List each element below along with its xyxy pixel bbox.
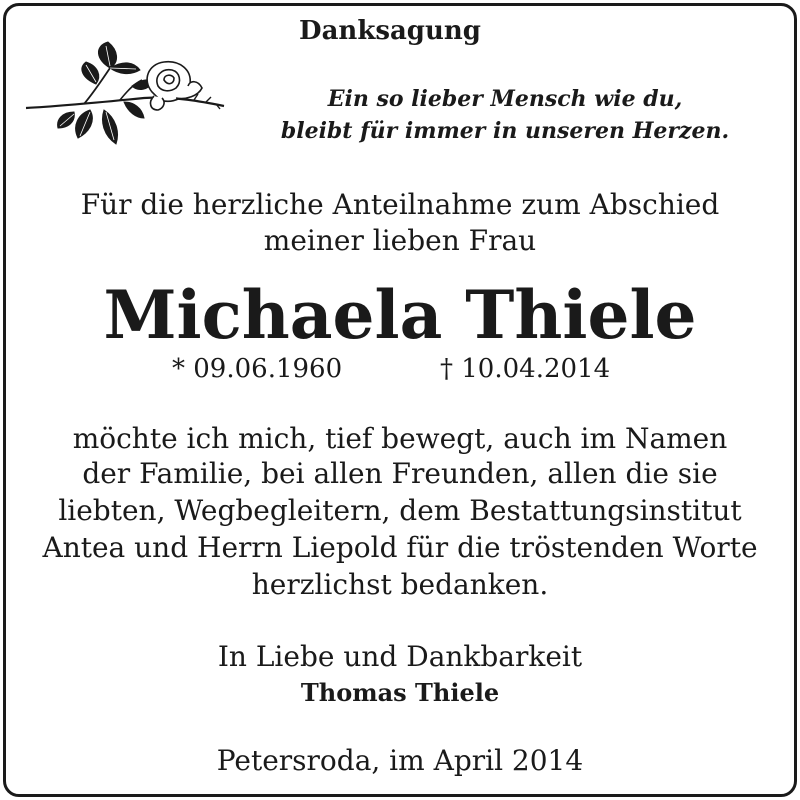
body-line: herzlichst bedanken. — [251, 568, 549, 601]
intro-line-2: meiner lieben Frau — [263, 224, 537, 257]
body-line: Antea und Herrn Liepold für die tröstenden Worte — [42, 531, 758, 564]
rose-icon — [24, 40, 229, 150]
notice-heading: Danksagung — [299, 16, 481, 46]
motto-line-1: Ein so lieber Mensch wie du, — [327, 86, 683, 112]
birth-date: * 09.06.1960 — [172, 354, 343, 384]
deceased-name: Michaela Thiele — [103, 276, 697, 354]
body-line: der Familie, bei allen Freunden, allen die sie — [82, 457, 718, 490]
death-date: † 10.04.2014 — [440, 354, 611, 384]
signer-name: Thomas Thiele — [300, 678, 500, 707]
motto-line-2: bleibt für immer in unseren Herzen. — [280, 118, 730, 144]
body-line: möchte ich mich, tief bewegt, auch im Namen — [72, 422, 728, 455]
body-line: liebten, Wegbegleitern, dem Bestattungsinstitut — [58, 494, 742, 527]
intro-line-1: Für die herzliche Anteilnahme zum Abschied — [80, 188, 720, 221]
place-and-date: Petersroda, im April 2014 — [216, 744, 584, 777]
closing-phrase: In Liebe und Dankbarkeit — [217, 640, 583, 673]
